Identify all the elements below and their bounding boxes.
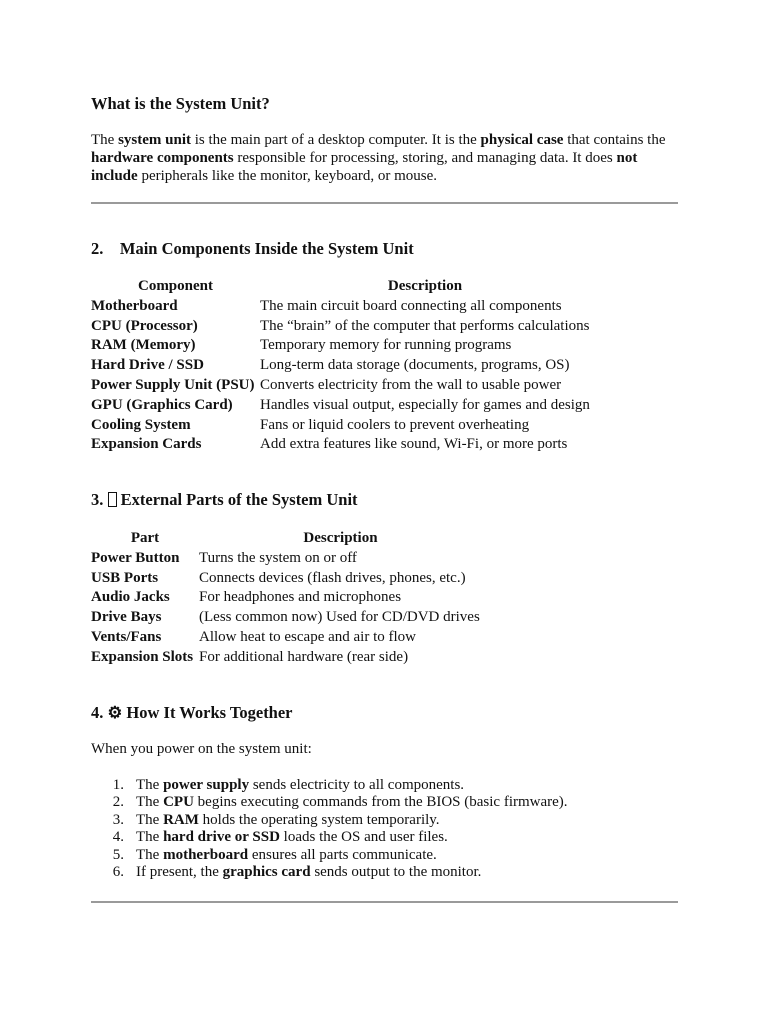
text-run: is the main part of a desktop computer. It is the [191, 132, 481, 148]
table-header-row [91, 529, 482, 549]
text-run: that contains the [563, 132, 666, 148]
text-run: ensures all parts communicate. [248, 846, 437, 863]
table-row [91, 297, 590, 317]
table-row [91, 317, 590, 337]
steps-list [91, 777, 691, 881]
table-row [91, 588, 482, 608]
column-header: Description [303, 530, 378, 546]
section-4-heading [91, 702, 293, 724]
item-description: Connects devices (flash drives, phones, etc.) [199, 569, 466, 586]
item-description: Allow heat to escape and air to flow [199, 628, 417, 645]
text-run: The [91, 132, 119, 148]
item-name: CPU (Processor) [91, 317, 198, 334]
text-run: holds the operating system temporarily. [198, 811, 440, 828]
list-item [91, 812, 691, 829]
item-name: Drive Bays [91, 609, 162, 626]
table-row [91, 628, 482, 648]
list-item [91, 829, 691, 846]
section-2-heading [91, 238, 414, 260]
text-run: loads the OS and user files. [279, 829, 448, 846]
bold-term: system unit [118, 132, 191, 148]
table-row [91, 648, 482, 668]
text-run: sends electricity to all components. [249, 777, 465, 793]
item-description: Temporary memory for running programs [260, 337, 512, 354]
text-run: responsible for processing, storing, and managing data. It does [233, 150, 617, 166]
list-number: 4. [112, 829, 124, 846]
item-description: (Less common now) Used for CD/DVD drives [199, 609, 480, 626]
item-description: Fans or liquid coolers to prevent overheating [260, 416, 530, 433]
item-description: For headphones and microphones [199, 589, 402, 606]
item-name: Hard Drive / SSD [91, 357, 204, 374]
table-row [91, 376, 590, 396]
bold-term: not [616, 150, 638, 166]
list-number: 2. [112, 794, 124, 811]
item-description: Converts electricity from the wall to usable power [260, 376, 562, 393]
section-3-title: External Parts of the System Unit [120, 490, 358, 509]
item-name: Vents/Fans [91, 628, 162, 645]
list-item [91, 864, 691, 881]
text-run: peripherals like the monitor, keyboard, or mouse. [137, 168, 438, 184]
list-number: 5. [112, 846, 124, 863]
section-4-number: 4. [91, 703, 104, 722]
list-item [91, 847, 691, 864]
item-name: RAM (Memory) [91, 337, 196, 354]
column-header: Description [387, 278, 463, 294]
item-description: For additional hardware (rear side) [199, 648, 409, 665]
bold-term: include [91, 168, 138, 184]
missing-glyph-icon [108, 492, 117, 507]
item-description: Handles visual output, especially for games and design [260, 396, 590, 413]
item-name: Motherboard [91, 297, 178, 314]
list-item [91, 794, 691, 811]
bold-term: motherboard [163, 846, 249, 863]
item-name: Power Supply Unit (PSU) [91, 376, 255, 393]
section-divider [91, 202, 678, 204]
table-row [91, 356, 590, 376]
item-description: Add extra features like sound, Wi-Fi, or more ports [260, 436, 568, 453]
text-run: The [136, 811, 164, 828]
item-name: Audio Jacks [91, 589, 170, 606]
table-row [91, 608, 482, 628]
bold-term: RAM [163, 811, 199, 828]
table-row [91, 549, 482, 569]
table-header-row [91, 277, 590, 297]
text-run: The [136, 794, 164, 811]
item-name: Expansion Cards [91, 436, 202, 453]
table-row [91, 336, 590, 356]
bold-term: CPU [163, 794, 194, 811]
item-name: USB Ports [91, 569, 159, 586]
item-name: Expansion Slots [91, 648, 194, 665]
section-1-title: What is the System Unit? [91, 94, 270, 113]
item-description: Long-term data storage (documents, programs, OS) [260, 357, 570, 374]
table-row [91, 569, 482, 589]
text-run: begins executing commands from the BIOS (basic firmware). [193, 794, 568, 811]
section-2-title: Main Components Inside the System Unit [119, 239, 414, 258]
section-3-number: 3. [91, 490, 104, 509]
list-number: 1. [112, 777, 124, 793]
text-run: The [136, 829, 164, 846]
components-table [91, 277, 590, 455]
list-number: 6. [112, 864, 124, 881]
section-2-number: 2. [91, 239, 104, 258]
item-name: Cooling System [91, 416, 191, 433]
column-header: Part [130, 530, 160, 546]
section-divider [91, 901, 678, 903]
text-run: sends output to the monitor. [310, 864, 482, 881]
external-parts-table [91, 529, 482, 668]
item-description: The “brain” of the computer that performs calculations [260, 317, 590, 334]
text-run: The [136, 846, 164, 863]
bold-term: power supply [163, 777, 250, 793]
item-name: Power Button [91, 549, 180, 566]
table-row [91, 396, 590, 416]
gear-icon: ⚙ [107, 703, 123, 722]
bold-term: hardware components [91, 150, 234, 166]
bold-term: physical case [480, 132, 564, 148]
item-name: GPU (Graphics Card) [91, 396, 233, 413]
text-run: The [136, 777, 164, 793]
section-4-intro: When you power on the system unit: [91, 741, 312, 757]
section-3-heading [91, 489, 358, 511]
bold-term: hard drive or SSD [163, 829, 280, 846]
bold-term: graphics card [222, 864, 311, 881]
item-description: The main circuit board connecting all components [260, 297, 562, 314]
section-1-paragraph [91, 131, 691, 185]
table-row [91, 435, 590, 455]
column-header: Component [137, 278, 213, 294]
table-row [91, 416, 590, 436]
list-number: 3. [112, 811, 124, 828]
section-4-title: How It Works Together [126, 703, 293, 722]
text-run: If present, the [136, 864, 223, 881]
list-item [91, 777, 691, 794]
item-description: Turns the system on or off [199, 549, 357, 566]
